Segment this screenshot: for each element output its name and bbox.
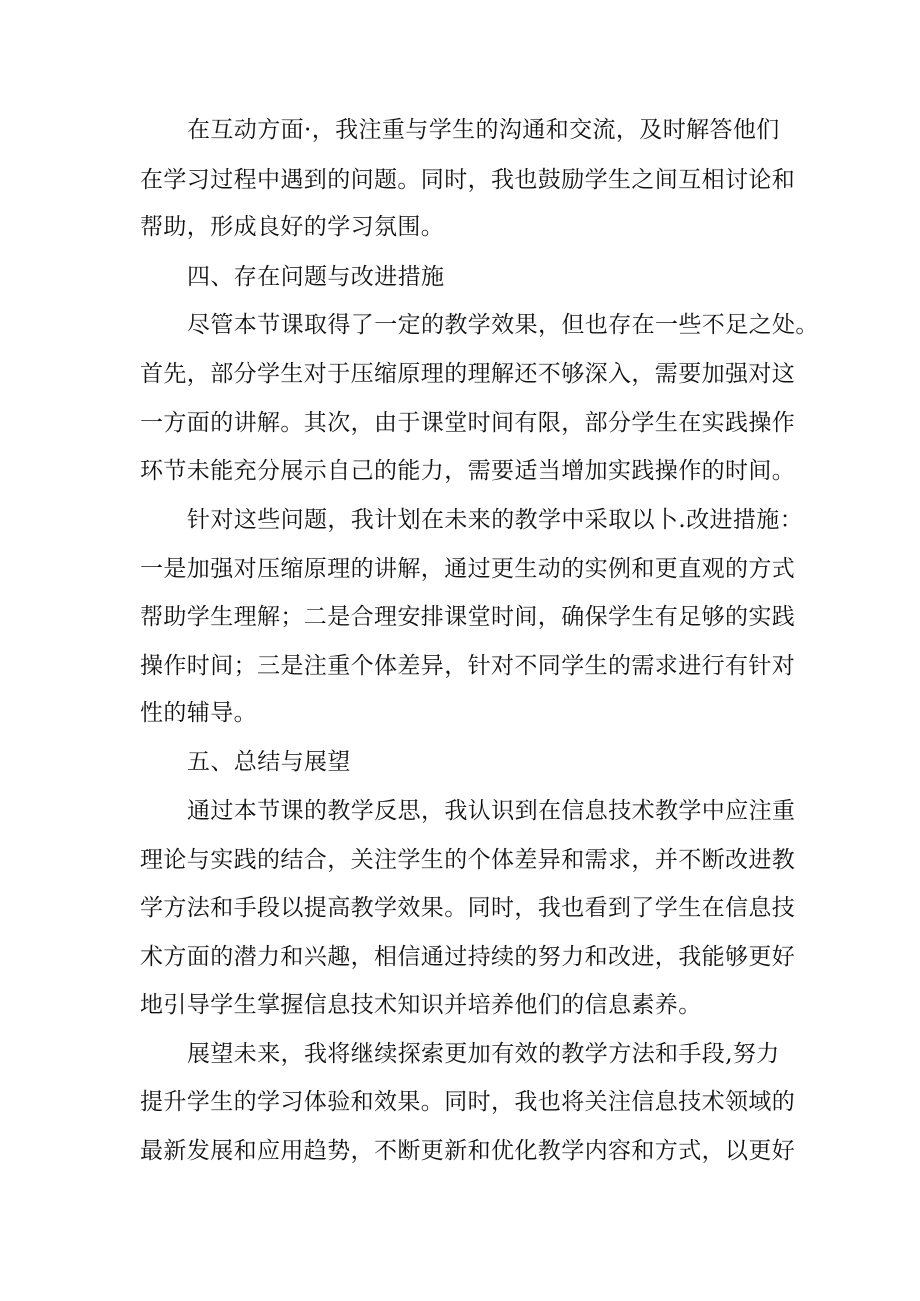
paragraph-measures-line-4: 操作时间；三是注重个体差异，针对不同学生的需求进行有针对 bbox=[140, 653, 796, 679]
paragraph-measures-line-1: 针对这些问题，我计划在未来的教学中采取以卜.改进措施： bbox=[187, 507, 804, 533]
paragraph-summary-line-5: 地引导学生掌握信息技术知识并培养他们的信息素养。 bbox=[140, 992, 702, 1018]
paragraph-interaction-line-3: 帮助，形成良好的学习氛围。 bbox=[140, 214, 445, 240]
section-heading-summary: 五、总结与展望 bbox=[187, 749, 351, 775]
paragraph-problems-line-3: 一方面的讲解。其次，由于课堂时间有限，部分学生在实践操作 bbox=[140, 410, 796, 436]
paragraph-summary-line-3: 学方法和手段以提高教学效果。同时，我也看到了学生在信息技 bbox=[140, 895, 796, 921]
paragraph-summary-line-2: 理论与实践的结合，关注学生的个体差异和需求，并不断改进教 bbox=[140, 847, 796, 873]
paragraph-measures-line-5: 性的辅导。 bbox=[140, 700, 257, 726]
paragraph-problems-line-4: 环节未能充分展示自己的能力，需要适当增加实践操作的时间。 bbox=[140, 458, 796, 484]
paragraph-measures-line-2: 一是加强对压缩原理的讲解，通过更生动的实例和更直观的方式 bbox=[140, 556, 796, 582]
paragraph-summary-line-4: 术方面的潜力和兴趣，相信通过持续的努力和改进，我能够更好 bbox=[140, 944, 796, 970]
paragraph-problems-line-2: 首先，部分学生对于压缩原理的理解还不够深入，需要加强对这 bbox=[140, 361, 796, 387]
paragraph-outlook-line-2: 提升学生的学习体验和效果。同时，我也将关注信息技术领域的 bbox=[140, 1089, 796, 1115]
paragraph-problems-line-1: 尽管本节课取得了一定的教学效果，但也存在一些不足之处。 bbox=[187, 312, 819, 338]
paragraph-outlook-line-3: 最新发展和应用趋势，不断更新和优化教学内容和方式，以更好 bbox=[140, 1138, 796, 1164]
section-heading-problems: 四、存在问题与改进措施 bbox=[187, 264, 445, 290]
paragraph-outlook-line-1: 展望未来，我将继续探索更加有效的教学方法和手段,努力 bbox=[187, 1041, 780, 1067]
paragraph-interaction-line-1: 在互动方面·，我注重与学生的沟通和交流，及时解答他们 bbox=[187, 117, 780, 143]
paragraph-interaction-line-2: 在学习过程中遇到的问题。同时，我也鼓励学生之间互相讨论和 bbox=[140, 167, 796, 193]
paragraph-measures-line-3: 帮助学生理解；二是合理安排课堂时间，确保学生有足够的实践 bbox=[140, 604, 796, 630]
paragraph-summary-line-1: 通过本节课的教学反思，我认识到在信息技术教学中应注重 bbox=[187, 798, 796, 824]
